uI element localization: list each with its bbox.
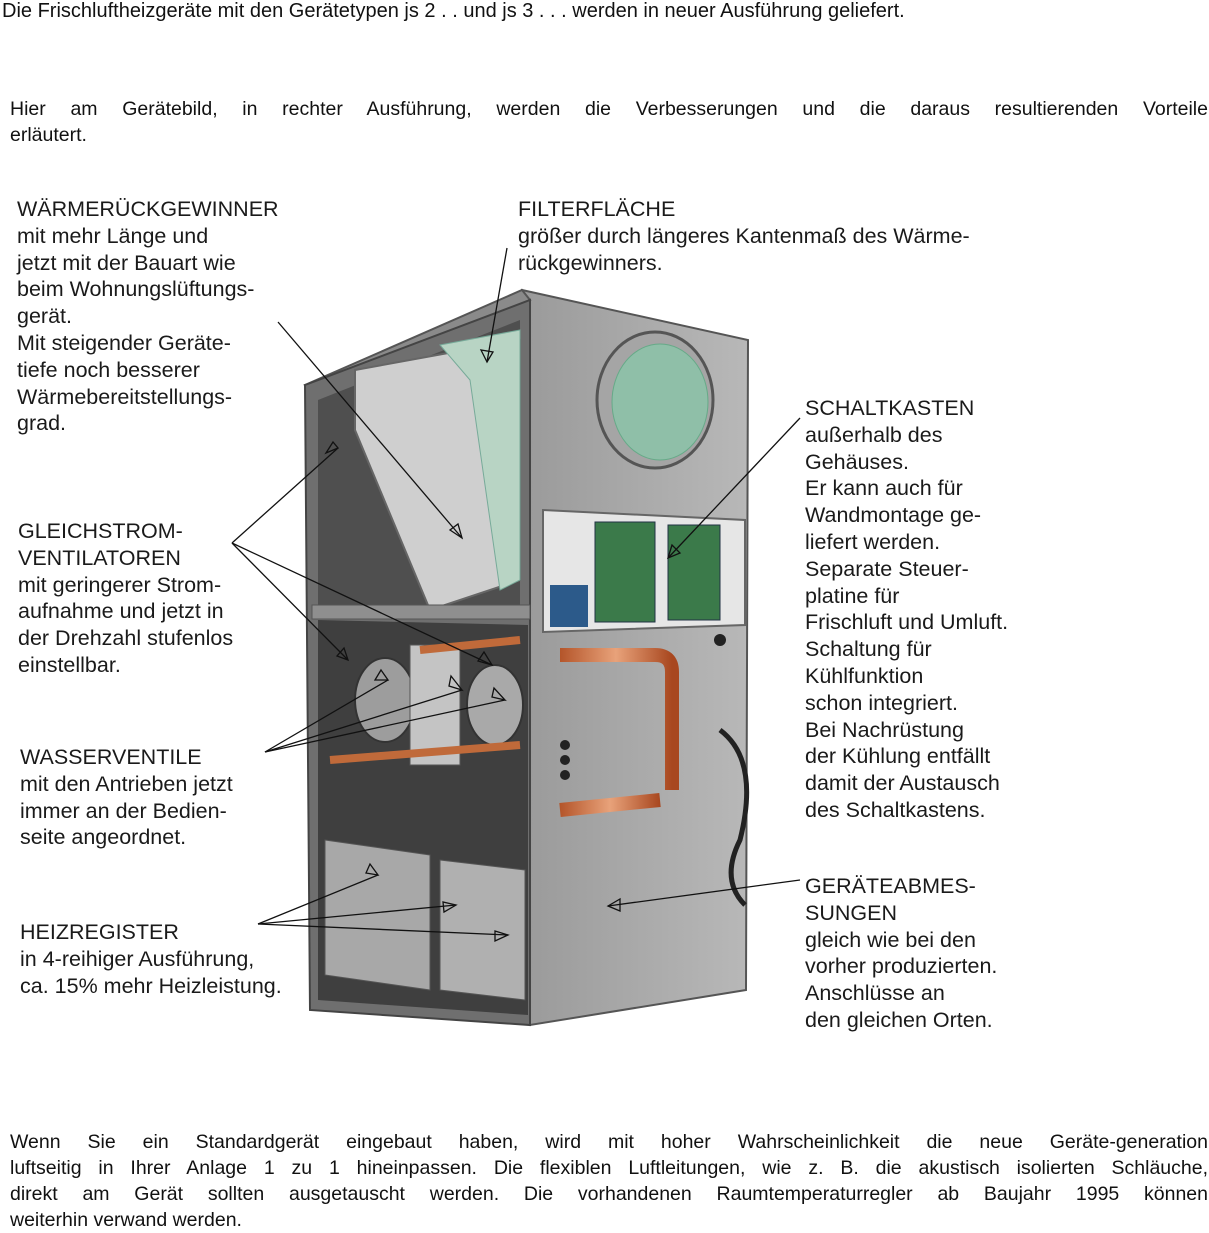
label-line: der Kühlung entfällt xyxy=(805,744,991,769)
label-line: in 4-reihiger Ausführung, xyxy=(20,946,255,971)
label-heizregister xyxy=(20,919,282,999)
label-line: grad. xyxy=(17,411,67,436)
fan-left xyxy=(355,658,415,742)
label-line: gerät. xyxy=(17,304,72,329)
control-board-2 xyxy=(668,525,720,620)
grommet xyxy=(560,740,570,750)
label-line: Wärmebereitstellungs- xyxy=(17,384,233,409)
label-line: GLEICHSTROM- xyxy=(18,519,183,543)
label-line: liefert werden. xyxy=(805,529,941,554)
label-line: Schaltung für xyxy=(805,637,932,662)
grommet xyxy=(560,755,570,765)
label-line: jetzt mit der Bauart wie xyxy=(17,250,236,275)
label-line: einstellbar. xyxy=(18,652,121,677)
grommet xyxy=(560,770,570,780)
label-line: SUNGEN xyxy=(805,900,897,925)
label-waermerueckgewinner xyxy=(17,196,279,437)
fan-right xyxy=(467,665,523,745)
label-line: aufnahme und jetzt in xyxy=(18,599,224,624)
intro-paragraph-line: erläutert. xyxy=(10,124,87,146)
label-line: des Schaltkastens. xyxy=(805,797,986,822)
label-line: Kühlfunktion xyxy=(805,663,924,688)
label-line: größer durch längeres Kantenmaß des Wärme- xyxy=(518,223,970,248)
label-line: mit mehr Länge und xyxy=(17,223,209,248)
middle-shelf xyxy=(312,605,530,619)
label-line: GERÄTEABMES- xyxy=(805,874,976,898)
control-module xyxy=(550,585,588,627)
label-gleichstrom-ventilatoren xyxy=(18,518,233,679)
label-line: Mit steigender Geräte- xyxy=(17,330,231,355)
closing-paragraph-line: luftseitig in Ihrer Anlage 1 zu 1 hineinpassen. Die flexiblen Luftleitungen, wie z. B. die akustisch isolierten Schläuche, xyxy=(10,1157,1208,1179)
label-line: Frischluft und Umluft. xyxy=(805,610,1009,635)
intro-line: Die Frischluftheizgeräte mit den Gerätetypen js 2 . . und js 3 . . . werden in neuer Ausführung geliefert. xyxy=(2,0,905,22)
label-line: seite angeordnet. xyxy=(20,825,187,850)
closing-paragraph xyxy=(10,1129,1208,1233)
label-line: mit den Antrieben jetzt xyxy=(20,771,233,796)
label-line: schon integriert. xyxy=(805,690,958,715)
label-line: ca. 15% mehr Heizleistung. xyxy=(20,973,282,998)
grommet xyxy=(714,634,726,646)
intro-paragraph-line: Hier am Gerätebild, in rechter Ausführung, werden die Verbesserungen und die daraus resultierenden Vorteile xyxy=(10,98,1208,120)
label-line: Anschlüsse an xyxy=(805,981,945,1006)
label-line: rückgewinners. xyxy=(518,250,663,275)
label-line: Separate Steuer- xyxy=(805,556,969,581)
label-line: außerhalb des xyxy=(805,422,943,447)
heating-register xyxy=(325,840,430,990)
label-line: Er kann auch für xyxy=(805,476,963,501)
duct-filter xyxy=(612,344,708,460)
label-line: damit der Austausch xyxy=(805,771,1000,796)
copper-pipe-lower xyxy=(560,800,660,810)
label-line: der Drehzahl stufenlos xyxy=(18,626,234,651)
label-line: beim Wohnungslüftungs- xyxy=(17,277,255,302)
label-line: WÄRMERÜCKGEWINNER xyxy=(17,197,279,221)
label-line: platine für xyxy=(805,583,900,608)
label-line: gleich wie bei den xyxy=(805,927,976,952)
closing-paragraph-line: weiterhin verwand werden. xyxy=(10,1209,242,1231)
label-line: VENTILATOREN xyxy=(18,545,181,570)
label-line: tiefe noch besserer xyxy=(17,357,200,382)
heating-register-right xyxy=(440,860,525,1000)
label-line: SCHALTKASTEN xyxy=(805,396,975,420)
label-wasserventile xyxy=(20,744,233,851)
label-line: Gehäuses. xyxy=(805,449,909,474)
control-board-1 xyxy=(595,522,655,622)
label-line: vorher produzierten. xyxy=(805,954,998,979)
label-line: Bei Nachrüstung xyxy=(805,717,964,742)
label-line: HEIZREGISTER xyxy=(20,920,179,944)
label-line: den gleichen Orten. xyxy=(805,1007,993,1032)
label-filterflaeche xyxy=(518,196,970,276)
label-line: mit geringerer Strom- xyxy=(18,572,222,597)
label-schaltkasten xyxy=(805,395,1008,824)
label-line: FILTERFLÄCHE xyxy=(518,197,676,221)
closing-paragraph-line: Wenn Sie ein Standardgerät eingebaut haben, wird mit hoher Wahrscheinlichkeit die neue Geräte-generation xyxy=(10,1131,1208,1153)
label-line: Wandmontage ge- xyxy=(805,503,982,528)
closing-paragraph-line: direkt am Gerät sollten ausgetauscht werden. Die vorhandenen Raumtemperaturregler ab Baujahr 1995 können xyxy=(10,1183,1208,1205)
label-line: immer an der Bedien- xyxy=(20,798,227,823)
label-geraeteabmessungen xyxy=(805,873,997,1034)
label-line: WASSERVENTILE xyxy=(20,745,202,769)
